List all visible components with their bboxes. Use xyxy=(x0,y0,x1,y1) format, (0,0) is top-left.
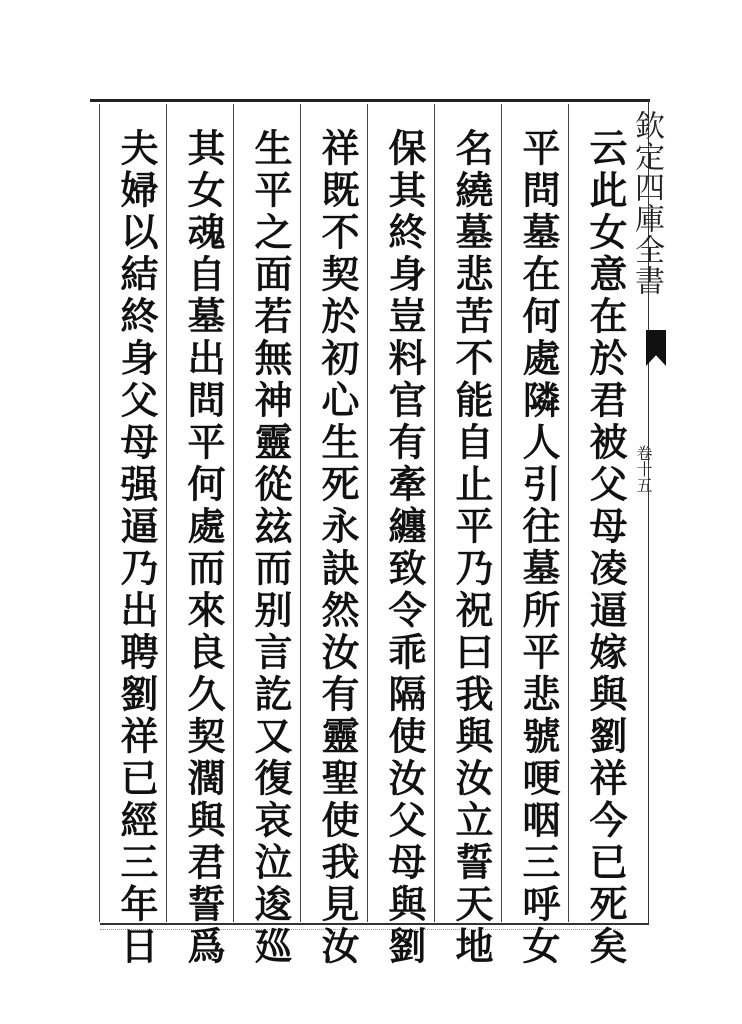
text-column-6: 生平之面若無神靈從玆而别言訖又復哀泣逡廵 xyxy=(248,128,293,968)
column-divider xyxy=(568,104,569,922)
column-divider xyxy=(233,104,234,922)
text-column-8: 夫婦以結終身父母强逼乃出聘劉祥已經三年日 xyxy=(114,128,159,968)
volume-label: 卷十五 xyxy=(634,445,653,493)
column-divider xyxy=(501,104,502,922)
book-title: 欽定四庫全書 xyxy=(629,110,664,296)
column-divider xyxy=(99,104,100,922)
text-column-2: 平問墓在何處隣人引往墓所平悲號哽咽三呼女 xyxy=(516,128,561,968)
text-column-3: 名繞墓悲苦不能自止平乃祝曰我與汝立誓天地 xyxy=(449,128,494,968)
fish-tail-mark xyxy=(646,330,666,366)
text-column-4: 保其終身豈料官有牽纏致令乖隔使汝父母與劉 xyxy=(382,128,427,968)
column-divider xyxy=(166,104,167,922)
text-column-1: 云此女意在於君被父母凌逼嫁與劉祥今已死矣 xyxy=(583,128,628,968)
column-divider xyxy=(300,104,301,922)
column-divider xyxy=(434,104,435,922)
text-column-5: 祥既不契於初心生死永訣然汝有靈聖使我見汝 xyxy=(315,128,360,968)
column-divider xyxy=(367,104,368,922)
text-column-7: 其女魂自墓出問平何處而來良久契濶與君誓爲 xyxy=(181,128,226,968)
top-border-line xyxy=(90,99,650,102)
